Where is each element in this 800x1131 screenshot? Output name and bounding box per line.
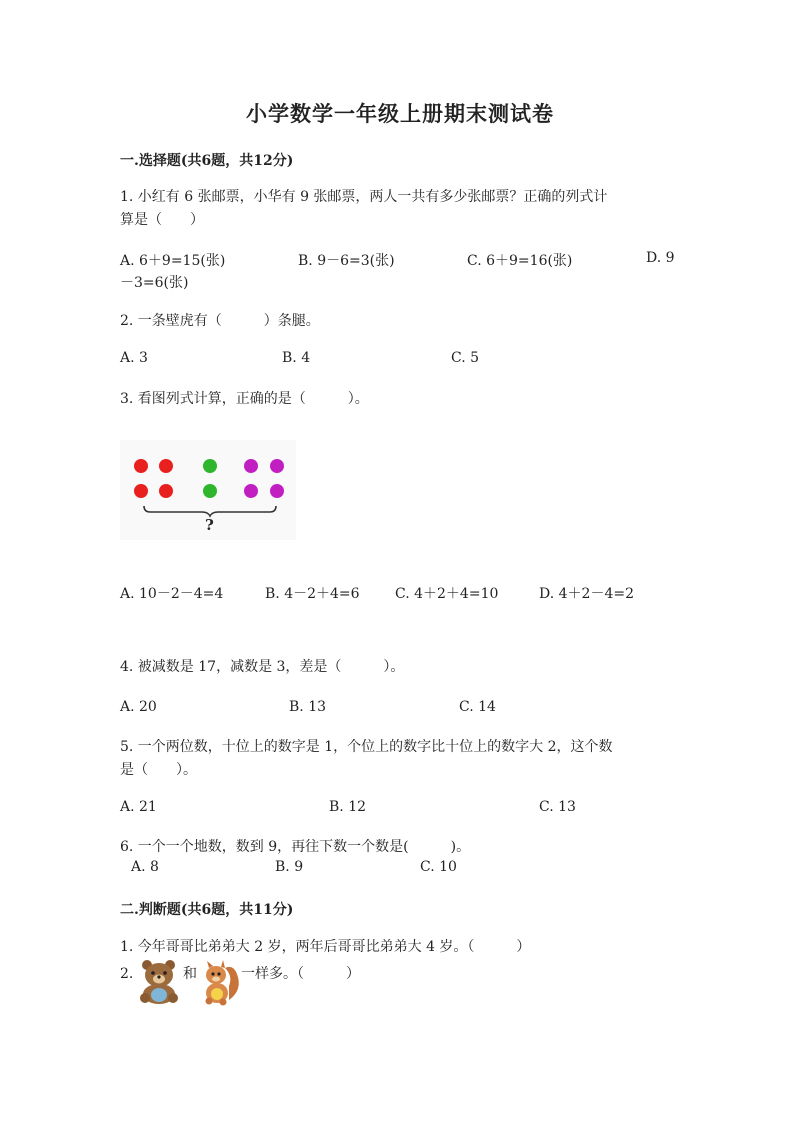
question-5-line-1: 5. 一个两位数，十位上的数字是 1，个位上的数字比十位上的数字大 2，这个数 — [120, 739, 613, 755]
green-dot — [203, 484, 217, 498]
question-4-option-a: A. 20 — [120, 699, 157, 715]
judge-2-number: 2. — [120, 966, 134, 982]
red-dot — [134, 459, 148, 473]
question-4-text: 4. 被减数是 17，减数是 3，差是（ ）。 — [120, 659, 405, 675]
question-2-text: 2. 一条壁虎有（ ）条腿。 — [120, 313, 320, 329]
question-1-option-d-wrap: －3=6(张) — [120, 275, 189, 291]
question-4-option-b: B. 13 — [289, 699, 327, 715]
squirrel-icon — [199, 960, 243, 1006]
question-1-option-a: A. 6＋9=15(张) — [120, 253, 226, 269]
judge-2-rest: 一样多。（ ） — [241, 966, 360, 982]
purple-dots-group — [244, 459, 284, 498]
question-3-option-a: A. 10－2－4=4 — [120, 586, 224, 602]
question-3-option-c: C. 4＋2＋4=10 — [395, 586, 499, 602]
green-dots-group — [203, 459, 217, 498]
red-dot — [159, 484, 173, 498]
question-3-text: 3. 看图列式计算，正确的是（ ）。 — [120, 391, 369, 407]
brace — [144, 506, 276, 516]
red-dots-group — [134, 459, 173, 498]
question-1-option-b: B. 9－6=3(张) — [298, 253, 395, 269]
question-4-option-c: C. 14 — [459, 699, 496, 715]
question-mark-label: ? — [205, 516, 214, 534]
judge-2-and: 和 — [183, 966, 197, 982]
question-1-line-2: 算是（ ） — [120, 212, 204, 228]
section-heading-true-false: 二.判断题(共6题，共11分) — [120, 902, 294, 918]
red-dot — [134, 484, 148, 498]
question-6-text: 6. 一个一个地数，数到 9，再往下数一个数是( )。 — [120, 839, 471, 855]
bear-icon — [137, 958, 181, 1004]
purple-dot — [244, 484, 258, 498]
green-dot — [203, 459, 217, 473]
purple-dot — [270, 484, 284, 498]
question-2-option-a: A. 3 — [120, 350, 148, 366]
purple-dot — [244, 459, 258, 473]
question-5-line-2: 是（ ）。 — [120, 762, 197, 778]
judge-1-text: 1. 今年哥哥比弟弟大 2 岁，两年后哥哥比弟弟大 4 岁。（ ） — [120, 939, 531, 955]
question-6-option-a: A. 8 — [131, 859, 159, 875]
question-1-option-c: C. 6＋9=16(张) — [467, 253, 573, 269]
purple-dot — [270, 459, 284, 473]
question-2-option-b: B. 4 — [282, 350, 311, 366]
question-1-option-d: D. 9 — [646, 250, 675, 266]
question-5-option-c: C. 13 — [539, 799, 576, 815]
red-dot — [159, 459, 173, 473]
question-5-option-a: A. 21 — [120, 799, 157, 815]
question-6-option-c: C. 10 — [420, 859, 457, 875]
section-heading-choice: 一.选择题(共6题，共12分) — [120, 153, 294, 169]
question-1-line-1: 1. 小红有 6 张邮票，小华有 9 张邮票，两人一共有多少张邮票？正确的列式计 — [120, 189, 608, 205]
page-title: 小学数学一年级上册期末测试卷 — [246, 101, 554, 126]
question-3-option-b: B. 4－2＋4=6 — [265, 586, 360, 602]
question-6-option-b: B. 9 — [275, 859, 304, 875]
question-5-option-b: B. 12 — [329, 799, 367, 815]
question-2-option-c: C. 5 — [451, 350, 480, 366]
question-3-option-d: D. 4＋2－4=2 — [539, 586, 634, 602]
